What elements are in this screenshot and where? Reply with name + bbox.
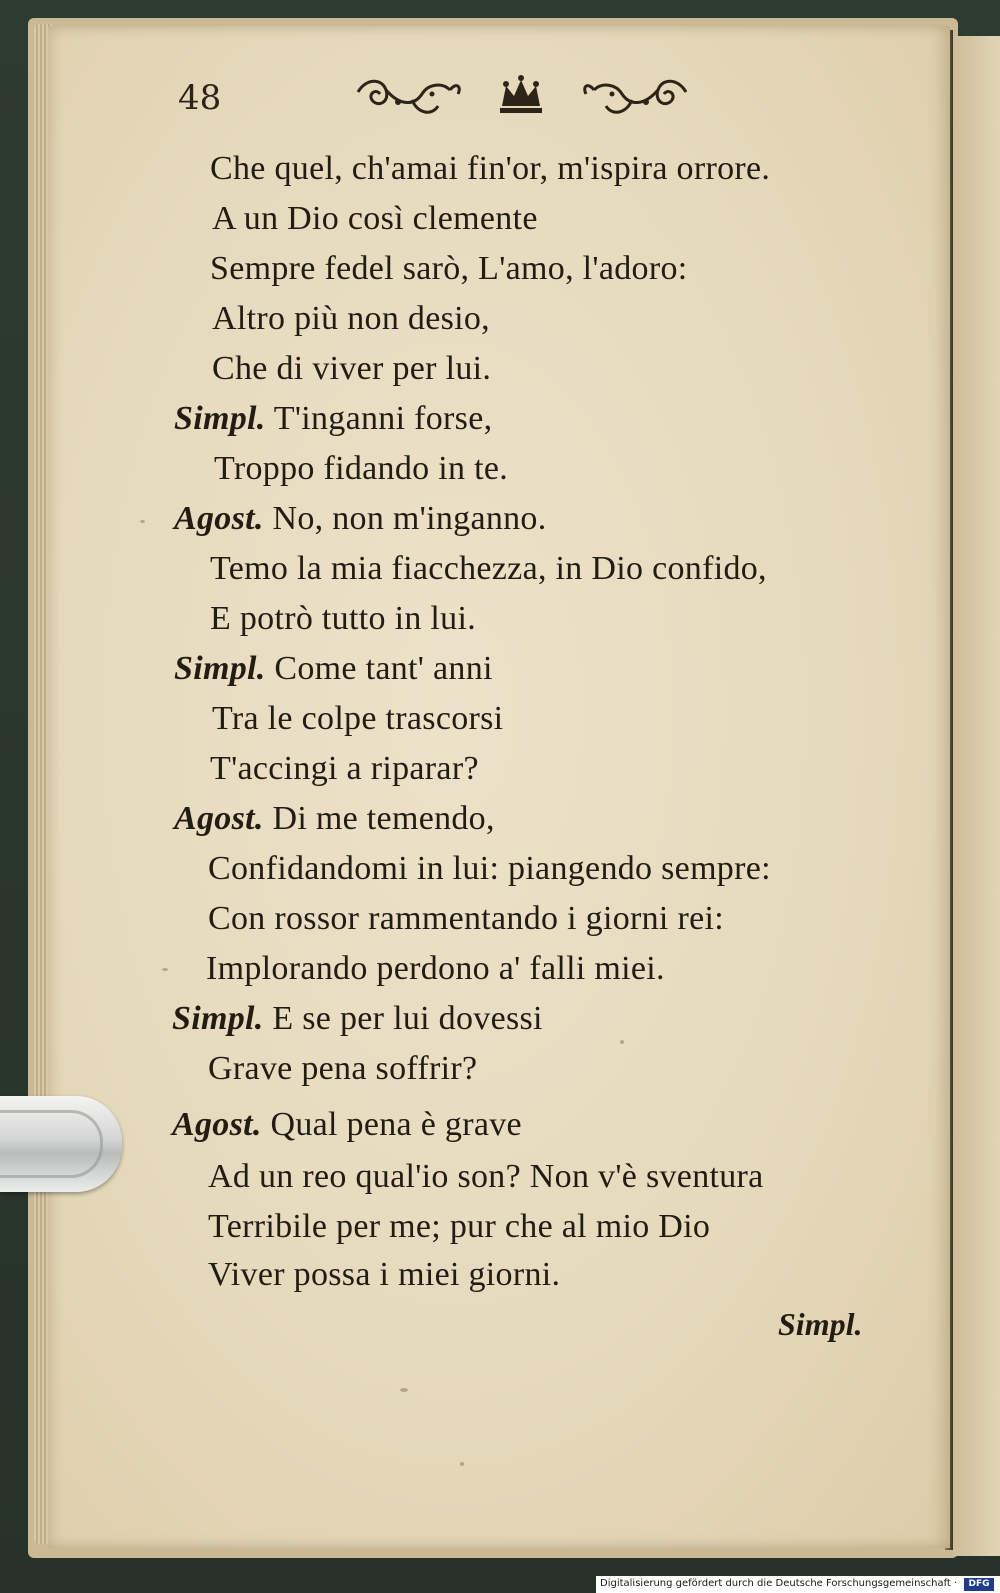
line-text: E se per lui dovessi: [272, 1000, 543, 1037]
speaker-label: Simpl.: [174, 400, 266, 437]
line-text: E potrò tutto in lui.: [210, 600, 477, 637]
paper-speck: [460, 1462, 464, 1466]
crown-ornament-center-icon: [496, 72, 546, 122]
line-text: Temo la mia fiacchezza, in Dio confido,: [210, 550, 767, 587]
text-line: [212, 350, 491, 388]
line-text: Sempre fedel sarò, L'amo, l'adoro:: [210, 250, 688, 287]
line-text: Altro più non desio,: [212, 300, 490, 337]
line-text: Tra le colpe trascorsi: [212, 700, 504, 737]
line-text: T'inganni forse,: [273, 400, 493, 437]
line-text: Ad un reo qual'io son? Non v'è sventura: [208, 1158, 764, 1195]
line-text: Come tant' anni: [274, 650, 493, 687]
text-line: [208, 1050, 477, 1088]
text-line: [174, 650, 493, 688]
text-line: [174, 400, 492, 438]
paper-speck: [620, 1040, 624, 1044]
text-line: [210, 600, 476, 638]
text-line: [208, 1208, 710, 1246]
dfg-logo-icon: DFG: [964, 1578, 994, 1591]
line-text: Viver possa i miei giorni.: [208, 1256, 561, 1293]
line-text: Confidandomi in lui: piangendo sempre:: [208, 850, 771, 887]
line-text: Terribile per me; pur che al mio Dio: [208, 1208, 711, 1245]
text-line: [210, 750, 479, 788]
speaker-label: Agost.: [172, 1106, 262, 1143]
line-text: Di me temendo,: [272, 800, 495, 837]
line-text: Qual pena è grave: [270, 1106, 522, 1143]
text-line: [214, 450, 508, 488]
speaker-label: Simpl.: [174, 650, 266, 687]
text-line: [208, 850, 771, 888]
paper-speck: [140, 520, 145, 523]
speaker-label: Agost.: [174, 500, 264, 537]
line-text: Implorando perdono a' falli miei.: [206, 950, 665, 987]
text-line: [172, 1000, 543, 1038]
page-number: 48: [178, 78, 222, 118]
text-line: [174, 500, 547, 538]
paper-speck: [162, 968, 168, 971]
speaker-label: Agost.: [174, 800, 264, 837]
line-text: Che di viver per lui.: [212, 350, 492, 387]
line-text: T'accingi a riparar?: [210, 750, 479, 787]
line-text: Con rossor rammentando i giorni rei:: [208, 900, 724, 937]
text-line: [208, 1158, 764, 1196]
scroll-ornament-right-icon: [580, 72, 692, 122]
text-line: [210, 550, 767, 588]
text-line: [210, 150, 770, 188]
text-line: [208, 1256, 560, 1294]
paper-speck: [400, 1388, 408, 1392]
line-text: Troppo fidando in te.: [214, 450, 509, 487]
page-clip: [0, 1096, 122, 1192]
text-line: [212, 700, 503, 738]
line-text: Che quel, ch'amai fin'or, m'ispira orrore.: [210, 150, 771, 187]
facing-page-edge: [953, 36, 1000, 1556]
text-line: [172, 1106, 522, 1144]
dfg-attribution: Digitalisierung gefördert durch die Deutsche Forschungsgemeinschaft ·: [600, 1578, 958, 1589]
text-line: [210, 250, 688, 288]
line-text: Grave pena soffrir?: [208, 1050, 478, 1087]
text-line: [212, 200, 538, 238]
scroll-ornament-left-icon: [352, 72, 464, 122]
text-line: [212, 300, 490, 338]
text-line: [174, 800, 495, 838]
text-line: [208, 900, 724, 938]
line-text: No, non m'inganno.: [272, 500, 547, 537]
speaker-label: Simpl.: [172, 1000, 264, 1037]
catchword: Simpl.: [778, 1306, 863, 1342]
text-line: [206, 950, 665, 988]
line-text: A un Dio così clemente: [212, 200, 538, 237]
